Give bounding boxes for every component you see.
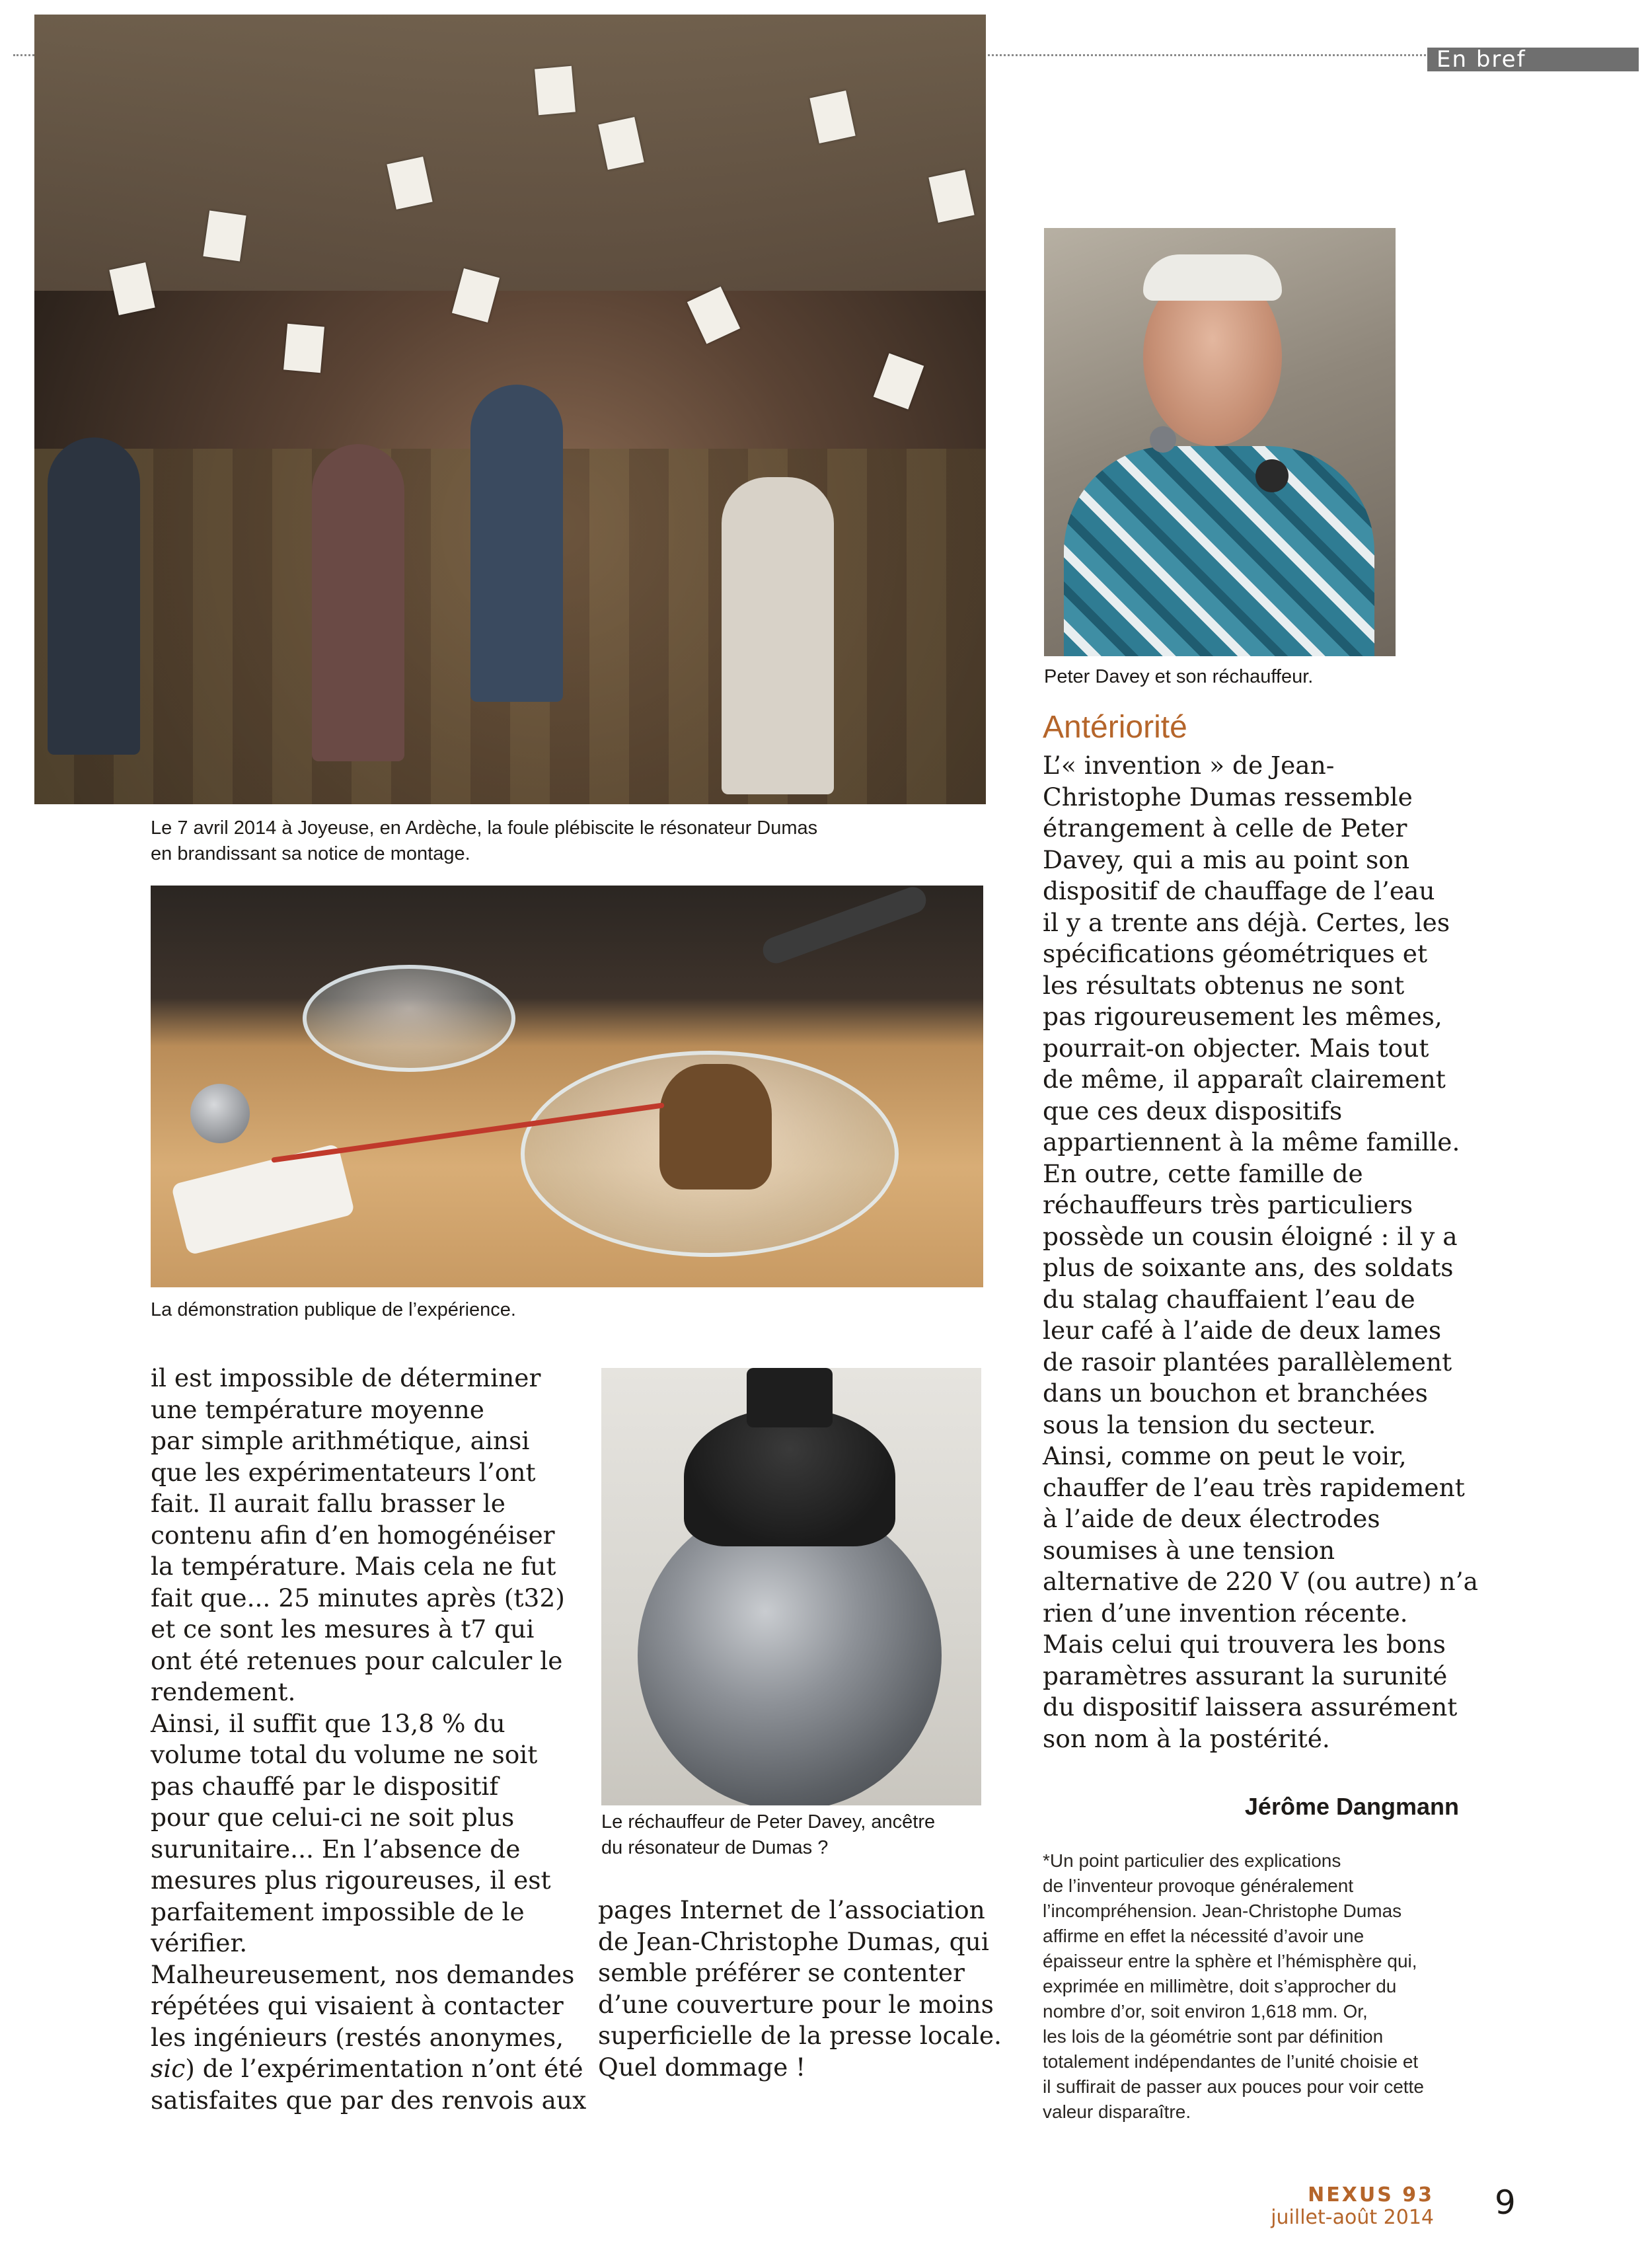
photo-paper: [203, 210, 246, 261]
magazine-issue: juillet-août 2014: [1271, 2206, 1434, 2229]
text-line: Christophe Dumas ressemble: [1043, 782, 1413, 812]
text-line: du stalag chauffaient l’eau de: [1043, 1284, 1415, 1314]
text-line: parfaitement impossible de le: [151, 1897, 525, 1926]
text-line: rendement.: [151, 1677, 296, 1706]
text-line: sous la tension du secteur.: [1043, 1410, 1376, 1439]
body-column-3: [1043, 750, 1478, 1755]
text-line: du dispositif laissera assurément: [1043, 1692, 1458, 1721]
text-line: il y a trente ans déjà. Certes, les: [1043, 907, 1450, 937]
portrait-caption: Peter Davey et son réchauffeur.: [1044, 666, 1314, 687]
text-line: Ainsi, comme on peut le voir,: [1043, 1441, 1407, 1470]
text-line: de même, il apparaît clairement: [1043, 1065, 1446, 1094]
text-line: leur café à l’aide de deux lames: [1043, 1316, 1442, 1345]
photo-figure: [722, 477, 834, 794]
caption-line: Le 7 avril 2014 à Joyeuse, en Ardèche, la foule plébiscite le résonateur Dumas: [151, 817, 818, 839]
text-line: totalement indépendantes de l’unité choisie et: [1043, 2051, 1419, 2072]
text-line: de rasoir plantées parallèlement: [1043, 1347, 1452, 1377]
section-heading: Antériorité: [1043, 710, 1187, 745]
photo-paper: [874, 354, 924, 410]
photo-bowl: [303, 965, 515, 1072]
text-line: En outre, cette famille de: [1043, 1158, 1363, 1188]
text-line: affirme en effet la nécessité d’avoir une: [1043, 1926, 1364, 1946]
caption-line: Le réchauffeur de Peter Davey, ancêtre: [601, 1811, 936, 1833]
photo-paper: [535, 66, 576, 116]
text-line: répétées qui visaient à contacter: [151, 1991, 564, 2020]
photo-power-strip: [171, 1143, 355, 1256]
text-line: la température. Mais cela ne fut: [151, 1552, 556, 1581]
text-line: appartiennent à la même famille.: [1043, 1127, 1460, 1156]
section-tag: En bref: [1427, 48, 1639, 71]
body-column-2: [598, 1895, 1002, 2083]
magazine-footer: [1189, 2184, 1434, 2229]
footnote: [1043, 1848, 1466, 2125]
text-line: volume total du volume ne soit: [151, 1740, 538, 1769]
photo-stem: [747, 1368, 833, 1427]
photo-ball: [1255, 459, 1289, 492]
text-line: que les expérimentateurs l’ont: [151, 1457, 536, 1487]
demo-caption: La démonstration publique de l’expérience.: [151, 1299, 516, 1320]
text-line: pourrait-on objecter. Mais tout: [1043, 1033, 1429, 1063]
text-line: satisfaites que par des renvois aux: [151, 2085, 587, 2115]
photo-paper: [687, 286, 740, 344]
text-line: que ces deux dispositifs: [1043, 1096, 1343, 1125]
text-line: vérifier.: [151, 1928, 248, 1957]
sphere-caption: [601, 1809, 998, 1861]
text-line: pages Internet de l’association: [598, 1895, 985, 1924]
photo-shirt: [1064, 446, 1374, 656]
text-line: Davey, qui a mis au point son: [1043, 845, 1410, 874]
text-line: pas rigoureusement les mêmes,: [1043, 1002, 1442, 1031]
text-line: de l’inventeur provoque généralement: [1043, 1875, 1354, 1896]
text-line: Ainsi, il suffit que 13,8 % du: [151, 1708, 505, 1738]
author-signature: Jérôme Dangmann: [1244, 1793, 1459, 1820]
text-line: superficielle de la presse locale.: [598, 2021, 1002, 2050]
crowd-photo: [34, 15, 986, 804]
text-line: d’une couverture pour le moins: [598, 1989, 994, 2019]
text-line: contenu afin d’en homogénéiser: [151, 1520, 555, 1550]
photo-device: [659, 1064, 772, 1190]
photo-figure: [312, 444, 404, 761]
text-line: chauffer de l’eau très rapidement: [1043, 1472, 1465, 1502]
text-line: les résultats obtenus ne sont: [1043, 970, 1405, 1000]
text-line: fait que... 25 minutes après (t32): [151, 1583, 565, 1612]
text-line: exprimée en millimètre, doit s’approcher du: [1043, 1976, 1397, 1996]
page-number: 9: [1495, 2183, 1516, 2222]
caption-line: en brandissant sa notice de montage.: [151, 843, 470, 864]
text-line: surunitaire... En l’absence de: [151, 1834, 521, 1864]
photo-figure: [470, 385, 563, 702]
text-line: soumises à une tension: [1043, 1535, 1335, 1565]
photo-ball: [190, 1084, 250, 1143]
text-line: L’« invention » de Jean-: [1043, 751, 1335, 780]
text-line: l’incompréhension. Jean-Christophe Dumas: [1043, 1901, 1402, 1921]
text-line: valeur disparaître.: [1043, 2101, 1191, 2122]
text-line: son nom à la postérité.: [1043, 1723, 1330, 1753]
demo-photo: [151, 886, 983, 1287]
text-line: de Jean-Christophe Dumas, qui: [598, 1926, 989, 1956]
text-line: plus de soixante ans, des soldats: [1043, 1253, 1454, 1282]
photo-cap: [684, 1408, 895, 1546]
text-line: les ingénieurs (restés anonymes,: [151, 2022, 564, 2052]
text-line: nombre d’or, soit environ 1,618 mm. Or,: [1043, 2001, 1368, 2022]
text-line: rien d’une invention récente.: [1043, 1598, 1408, 1628]
photo-microphone: [759, 886, 930, 967]
text-line: mesures plus rigoureuses, il est: [151, 1866, 551, 1895]
text-line: Malheureusement, nos demandes: [151, 1959, 575, 1989]
text-line: et ce sont les mesures à t7 qui: [151, 1614, 535, 1644]
caption-line: du résonateur de Dumas ?: [601, 1837, 829, 1858]
text-line: pas chauffé par le dispositif: [151, 1771, 499, 1801]
text-line: *Un point particulier des explications: [1043, 1850, 1341, 1871]
photo-figure: [48, 437, 140, 755]
text-line: il suffirait de passer aux pouces pour voir cette: [1043, 2076, 1424, 2097]
text-line: Quel dommage !: [598, 2052, 806, 2082]
text-line: pour que celui-ci ne soit plus: [151, 1803, 515, 1832]
text-line: étrangement à celle de Peter: [1043, 813, 1407, 843]
photo-ball: [1150, 426, 1176, 453]
text-line: les lois de la géométrie sont par définition: [1043, 2026, 1384, 2047]
magazine-name: NEXUS 93: [1308, 2183, 1434, 2207]
text-line: possède un cousin éloigné : il y a: [1043, 1221, 1458, 1251]
text-line: fait. Il aurait fallu brasser le: [151, 1489, 505, 1518]
text-line: sic) de l’expérimentation n’ont été: [151, 2054, 583, 2083]
text-line: semble préférer se contenter: [598, 1958, 965, 1987]
text-line: épaisseur entre la sphère et l’hémisphère qui,: [1043, 1951, 1417, 1971]
portrait-photo: [1044, 228, 1396, 656]
crowd-caption: [151, 815, 983, 867]
text-line: Mais celui qui trouvera les bons: [1043, 1630, 1446, 1659]
text-line: il est impossible de déterminer: [151, 1363, 541, 1392]
photo-hair: [1143, 254, 1282, 301]
text-line: alternative de 220 V (ou autre) n’a: [1043, 1567, 1478, 1596]
text-line: dispositif de chauffage de l’eau: [1043, 876, 1435, 905]
text-line: paramètres assurant la surunité: [1043, 1661, 1448, 1690]
text-line: réchauffeurs très particuliers: [1043, 1190, 1413, 1219]
text-line: par simple arithmétique, ainsi: [151, 1426, 530, 1455]
text-line: une température moyenne: [151, 1394, 484, 1424]
sphere-photo: [601, 1368, 981, 1805]
body-column-1: [151, 1363, 587, 2116]
text-line: ont été retenues pour calculer le: [151, 1645, 563, 1675]
text-line: spécifications géométriques et: [1043, 939, 1428, 968]
photo-wall: [34, 15, 986, 291]
text-line: à l’aide de deux électrodes: [1043, 1504, 1380, 1533]
photo-paper: [283, 324, 324, 373]
text-line: dans un bouchon et branchées: [1043, 1379, 1428, 1408]
